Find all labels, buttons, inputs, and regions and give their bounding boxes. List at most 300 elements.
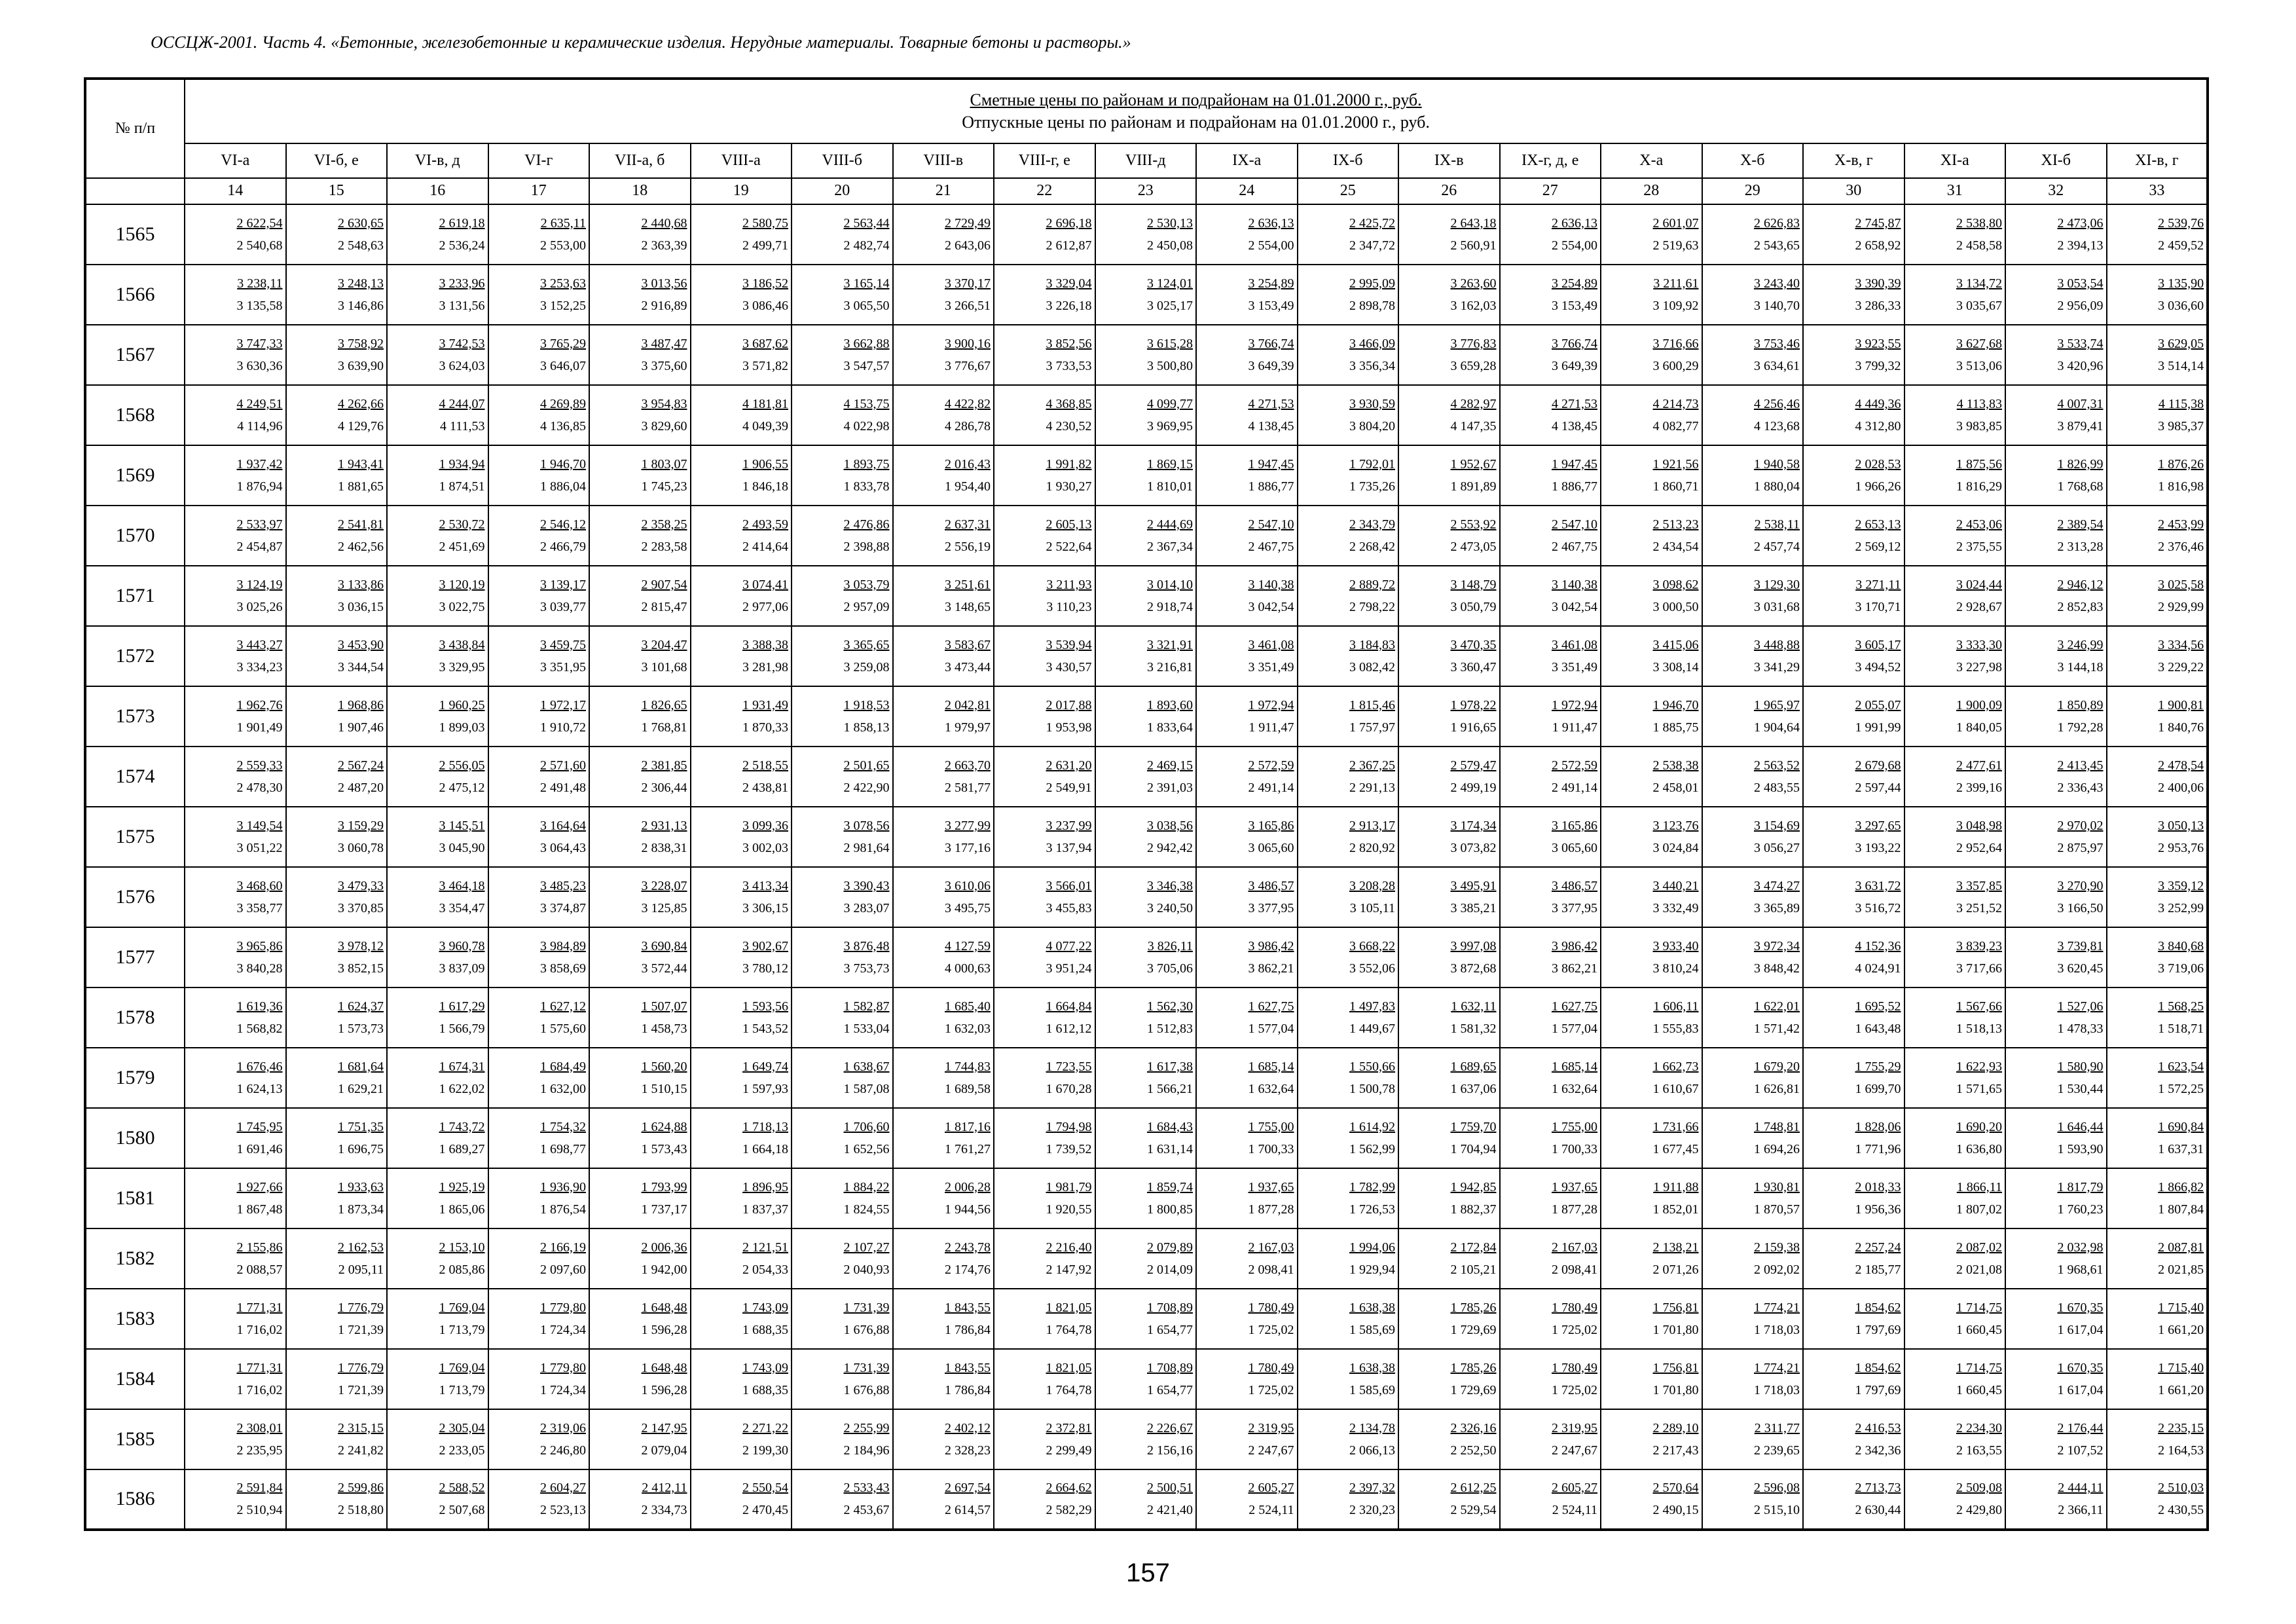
release-price: 2 398,88 xyxy=(843,539,890,554)
release-price: 2 347,72 xyxy=(1349,238,1395,253)
estimate-price: 2 172,84 xyxy=(1450,1240,1497,1255)
estimate-price: 1 859,74 xyxy=(1147,1179,1193,1194)
estimate-price: 3 852,56 xyxy=(1046,337,1092,352)
price-cell xyxy=(185,566,286,626)
estimate-price: 3 690,84 xyxy=(641,938,687,953)
release-price: 3 600,29 xyxy=(1652,359,1699,374)
release-price: 3 073,82 xyxy=(1450,840,1497,855)
price-cell xyxy=(1095,686,1197,747)
price-cell xyxy=(2005,1409,2107,1469)
release-price: 1 661,20 xyxy=(2158,1322,2204,1337)
price-cell xyxy=(691,506,792,566)
release-price: 1 543,52 xyxy=(742,1021,788,1036)
release-price: 4 114,96 xyxy=(237,419,283,434)
release-price: 1 597,93 xyxy=(742,1081,788,1096)
price-cell xyxy=(893,1409,994,1469)
price-cell xyxy=(1298,867,1399,927)
price-cell xyxy=(2107,747,2208,807)
estimate-price: 3 466,09 xyxy=(1349,337,1395,352)
estimate-price: 1 593,56 xyxy=(742,999,788,1014)
estimate-price: 3 254,89 xyxy=(1248,276,1294,291)
table-row xyxy=(85,1048,2208,1108)
price-cell xyxy=(1298,265,1399,325)
release-price: 1 676,88 xyxy=(843,1382,890,1397)
release-price: 2 491,14 xyxy=(1248,780,1294,795)
column-number: 20 xyxy=(792,178,893,204)
estimate-price: 2 556,05 xyxy=(439,758,485,773)
release-price: 1 877,28 xyxy=(1552,1202,1597,1217)
release-price: 2 320,23 xyxy=(1349,1503,1395,1518)
estimate-price: 2 696,18 xyxy=(1046,216,1092,231)
price-cell xyxy=(286,1108,388,1168)
estimate-price: 3 050,13 xyxy=(2158,818,2204,833)
price-cell xyxy=(589,1469,691,1530)
price-cell xyxy=(792,1349,893,1409)
price-cell xyxy=(1500,265,1601,325)
price-cell xyxy=(1196,1168,1298,1228)
estimate-price: 2 453,99 xyxy=(2158,517,2204,532)
estimate-price: 1 648,48 xyxy=(641,1300,687,1315)
release-price: 2 434,54 xyxy=(1652,539,1699,554)
price-cell xyxy=(994,867,1095,927)
price-cell xyxy=(2107,1349,2208,1409)
price-cell xyxy=(893,265,994,325)
row-number: 1578 xyxy=(85,987,185,1048)
estimate-price: 3 839,23 xyxy=(1956,938,2002,953)
price-cell xyxy=(488,1289,590,1349)
release-price: 1 726,53 xyxy=(1349,1202,1395,1217)
estimate-price: 3 024,44 xyxy=(1956,577,2002,592)
estimate-price: 3 365,65 xyxy=(843,637,890,652)
estimate-price: 2 570,64 xyxy=(1652,1481,1699,1496)
release-price: 1 585,69 xyxy=(1349,1322,1395,1337)
estimate-price: 4 249,51 xyxy=(236,397,283,411)
price-cell xyxy=(792,325,893,385)
estimate-price: 3 099,36 xyxy=(742,818,788,833)
estimate-price: 2 416,53 xyxy=(1855,1420,1901,1435)
release-price: 1 840,05 xyxy=(1956,720,2002,735)
estimate-price: 4 271,53 xyxy=(1552,397,1597,411)
price-cell xyxy=(488,506,590,566)
price-cell xyxy=(792,1409,893,1469)
row-number: 1581 xyxy=(85,1168,185,1228)
district-header: XI-б xyxy=(2005,143,2107,178)
release-price: 2 554,00 xyxy=(1248,238,1294,253)
price-cell xyxy=(1803,506,1904,566)
estimate-price: 2 216,40 xyxy=(1046,1240,1092,1255)
price-cell xyxy=(1095,807,1197,867)
column-number: 17 xyxy=(488,178,590,204)
estimate-price: 1 780,49 xyxy=(1552,1360,1597,1375)
release-price: 1 904,64 xyxy=(1754,720,1800,735)
price-cell xyxy=(2005,927,2107,987)
estimate-price: 2 745,87 xyxy=(1855,216,1901,231)
release-price: 1 617,04 xyxy=(2057,1382,2104,1397)
release-price: 2 491,14 xyxy=(1552,780,1597,795)
release-price: 2 438,81 xyxy=(742,780,788,795)
price-cell xyxy=(1398,265,1500,325)
estimate-price: 1 743,09 xyxy=(742,1300,788,1315)
estimate-price: 3 124,19 xyxy=(236,577,283,592)
estimate-price: 3 766,74 xyxy=(1552,337,1597,352)
estimate-price: 1 821,05 xyxy=(1046,1300,1092,1315)
estimate-price: 1 748,81 xyxy=(1754,1119,1800,1134)
estimate-price: 3 997,08 xyxy=(1450,938,1497,953)
release-price: 1 617,04 xyxy=(2057,1322,2104,1337)
price-cell xyxy=(185,385,286,445)
estimate-price: 2 153,10 xyxy=(439,1240,485,1255)
table-row xyxy=(85,506,2208,566)
row-number: 1572 xyxy=(85,626,185,686)
price-cell xyxy=(1095,265,1197,325)
price-cell xyxy=(1095,626,1197,686)
estimate-price: 1 695,52 xyxy=(1855,999,1901,1014)
estimate-price: 3 271,11 xyxy=(1855,577,1901,592)
release-price: 2 981,64 xyxy=(843,840,890,855)
estimate-price: 2 572,59 xyxy=(1248,758,1294,773)
estimate-price: 3 986,42 xyxy=(1552,938,1597,953)
price-cell xyxy=(1298,1168,1399,1228)
release-price: 3 344,54 xyxy=(338,659,384,674)
release-price: 2 462,56 xyxy=(338,539,384,554)
price-cell xyxy=(1298,204,1399,265)
release-price: 1 760,23 xyxy=(2057,1202,2104,1217)
price-cell xyxy=(1803,1469,1904,1530)
estimate-price: 2 571,60 xyxy=(540,758,586,773)
release-price: 3 354,47 xyxy=(439,900,485,915)
price-cell xyxy=(589,867,691,927)
price-cell xyxy=(1702,686,1804,747)
release-price: 2 147,92 xyxy=(1046,1262,1092,1277)
estimate-price: 1 817,16 xyxy=(945,1119,991,1134)
release-price: 3 148,65 xyxy=(945,599,991,614)
price-cell xyxy=(994,807,1095,867)
price-cell xyxy=(1398,445,1500,506)
release-price: 2 092,02 xyxy=(1754,1262,1800,1277)
row-number: 1575 xyxy=(85,807,185,867)
release-price: 2 491,48 xyxy=(540,780,586,795)
price-cell xyxy=(1196,1409,1298,1469)
price-cell xyxy=(1095,325,1197,385)
release-price: 2 391,03 xyxy=(1147,780,1193,795)
release-price: 1 757,97 xyxy=(1349,720,1395,735)
release-price: 3 042,54 xyxy=(1248,599,1294,614)
estimate-price: 3 228,07 xyxy=(641,878,687,893)
price-cell xyxy=(893,686,994,747)
price-cell xyxy=(185,747,286,807)
price-cell xyxy=(1298,807,1399,867)
price-cell xyxy=(2005,1108,2107,1168)
district-header: VII-а, б xyxy=(589,143,691,178)
estimate-price: 1 568,25 xyxy=(2158,999,2204,1014)
estimate-price: 3 038,56 xyxy=(1147,818,1193,833)
price-cell xyxy=(691,867,792,927)
estimate-price: 3 248,13 xyxy=(338,276,384,291)
price-cell xyxy=(589,385,691,445)
release-price: 2 529,54 xyxy=(1450,1503,1497,1518)
estimate-price: 4 152,36 xyxy=(1855,938,1901,953)
estimate-price: 3 140,38 xyxy=(1552,577,1597,592)
estimate-price: 2 501,65 xyxy=(843,758,890,773)
price-cell xyxy=(185,867,286,927)
estimate-price: 2 147,95 xyxy=(641,1420,687,1435)
estimate-price: 3 329,04 xyxy=(1046,276,1092,291)
estimate-price: 3 165,86 xyxy=(1248,818,1294,833)
estimate-price: 3 539,94 xyxy=(1046,637,1092,652)
estimate-price: 1 723,55 xyxy=(1046,1059,1092,1074)
release-price: 1 676,88 xyxy=(843,1322,890,1337)
price-cell xyxy=(1702,1469,1804,1530)
price-cell xyxy=(2005,506,2107,566)
estimate-price: 1 649,74 xyxy=(742,1059,788,1074)
release-price: 3 022,75 xyxy=(439,599,485,614)
release-price: 3 494,52 xyxy=(1855,659,1901,674)
release-price: 2 184,96 xyxy=(843,1443,890,1458)
price-cell xyxy=(1196,566,1298,626)
estimate-price: 2 605,27 xyxy=(1248,1481,1294,1496)
price-cell xyxy=(1803,1289,1904,1349)
release-price: 2 553,00 xyxy=(540,238,586,253)
release-price: 1 718,03 xyxy=(1754,1382,1800,1397)
price-cell xyxy=(1196,445,1298,506)
estimate-price: 3 615,28 xyxy=(1147,337,1193,352)
estimate-price: 3 464,18 xyxy=(439,878,485,893)
release-price: 3 308,14 xyxy=(1652,659,1699,674)
estimate-price: 2 630,65 xyxy=(338,216,384,231)
release-price: 1 626,81 xyxy=(1754,1081,1800,1096)
price-cell xyxy=(691,626,792,686)
price-cell xyxy=(1298,506,1399,566)
price-cell xyxy=(1702,325,1804,385)
estimate-price: 3 134,72 xyxy=(1956,276,2002,291)
release-price: 3 516,72 xyxy=(1855,900,1901,915)
price-cell xyxy=(589,1409,691,1469)
release-price: 3 513,06 xyxy=(1956,359,2002,374)
release-price: 3 840,28 xyxy=(236,961,283,976)
price-cell xyxy=(1196,867,1298,927)
price-cell xyxy=(488,204,590,265)
estimate-price: 3 443,27 xyxy=(236,637,283,652)
estimate-price: 2 636,13 xyxy=(1552,216,1597,231)
release-price: 2 815,47 xyxy=(641,599,687,614)
price-cell xyxy=(387,1409,488,1469)
release-price: 3 983,85 xyxy=(1956,419,2002,434)
release-price: 2 247,67 xyxy=(1552,1443,1597,1458)
estimate-price: 3 742,53 xyxy=(439,337,485,352)
release-price: 1 631,14 xyxy=(1147,1141,1193,1156)
price-table xyxy=(84,77,2209,1531)
release-price: 1 704,94 xyxy=(1450,1141,1497,1156)
release-price: 1 629,21 xyxy=(338,1081,384,1096)
estimate-price: 1 884,22 xyxy=(843,1179,890,1194)
price-cell xyxy=(792,867,893,927)
price-cell xyxy=(1298,1289,1399,1349)
release-price: 3 862,21 xyxy=(1552,961,1597,976)
price-cell xyxy=(994,626,1095,686)
estimate-price: 2 931,13 xyxy=(641,818,687,833)
release-price: 3 125,85 xyxy=(641,900,687,915)
price-cell xyxy=(792,566,893,626)
release-price: 1 764,78 xyxy=(1046,1382,1092,1397)
estimate-price: 3 468,60 xyxy=(236,878,283,893)
row-number: 1584 xyxy=(85,1349,185,1409)
release-price: 3 659,28 xyxy=(1450,359,1497,374)
column-number: 26 xyxy=(1398,178,1500,204)
estimate-price: 2 006,36 xyxy=(641,1240,687,1255)
release-price: 2 306,44 xyxy=(641,780,687,795)
release-price: 2 524,11 xyxy=(1552,1503,1597,1518)
price-cell xyxy=(2005,325,2107,385)
price-cell xyxy=(488,385,590,445)
estimate-price: 1 714,75 xyxy=(1956,1300,2002,1315)
release-price: 1 677,45 xyxy=(1652,1141,1699,1156)
price-cell xyxy=(589,1228,691,1289)
release-price: 1 729,69 xyxy=(1450,1322,1497,1337)
estimate-price: 1 776,79 xyxy=(338,1300,384,1315)
estimate-price: 3 390,39 xyxy=(1855,276,1901,291)
estimate-price: 1 972,94 xyxy=(1552,697,1597,712)
price-cell xyxy=(1398,1228,1500,1289)
release-price: 2 085,86 xyxy=(439,1262,485,1277)
price-cell xyxy=(1196,1349,1298,1409)
estimate-price: 2 567,24 xyxy=(338,758,384,773)
release-price: 3 045,90 xyxy=(439,840,485,855)
estimate-price: 3 165,14 xyxy=(843,276,890,291)
release-price: 2 953,76 xyxy=(2158,840,2204,855)
release-price: 1 739,52 xyxy=(1046,1141,1092,1156)
estimate-price: 1 937,42 xyxy=(236,456,283,471)
column-number: 31 xyxy=(1904,178,2006,204)
release-price: 2 929,99 xyxy=(2158,599,2204,614)
estimate-price: 1 940,58 xyxy=(1754,456,1800,471)
estimate-price: 2 679,68 xyxy=(1855,758,1901,773)
estimate-price: 2 596,08 xyxy=(1754,1481,1800,1496)
price-cell xyxy=(1500,686,1601,747)
release-price: 1 764,78 xyxy=(1046,1322,1092,1337)
price-cell xyxy=(185,1469,286,1530)
table-row xyxy=(85,867,2208,927)
estimate-price: 4 271,53 xyxy=(1248,397,1294,411)
price-cell xyxy=(2005,867,2107,927)
estimate-price: 1 624,88 xyxy=(641,1119,687,1134)
estimate-price: 1 968,86 xyxy=(338,697,384,712)
price-cell xyxy=(1398,506,1500,566)
estimate-price: 2 271,22 xyxy=(742,1420,788,1435)
price-cell xyxy=(1500,204,1601,265)
row-number: 1582 xyxy=(85,1228,185,1289)
column-number: 18 xyxy=(589,178,691,204)
price-cell xyxy=(1702,204,1804,265)
estimate-price: 2 477,61 xyxy=(1956,758,2002,773)
release-price: 2 021,85 xyxy=(2158,1262,2204,1277)
table-row xyxy=(85,445,2208,506)
price-cell xyxy=(286,325,388,385)
release-price: 1 786,84 xyxy=(945,1322,991,1337)
release-price: 2 658,92 xyxy=(1855,238,1901,253)
price-cell xyxy=(488,1108,590,1168)
release-price: 1 846,18 xyxy=(742,479,788,494)
estimate-price: 3 074,41 xyxy=(742,577,788,592)
price-cell xyxy=(1904,1168,2006,1228)
price-cell xyxy=(1095,1048,1197,1108)
release-price: 3 306,15 xyxy=(742,900,788,915)
table-row xyxy=(85,626,2208,686)
estimate-price: 2 518,55 xyxy=(742,758,788,773)
price-cell xyxy=(1601,445,1702,506)
estimate-price: 4 007,31 xyxy=(2057,397,2104,411)
estimate-price: 2 612,25 xyxy=(1450,1481,1497,1496)
table-row xyxy=(85,1349,2208,1409)
price-cell xyxy=(1702,1108,1804,1168)
price-cell xyxy=(1601,1469,1702,1530)
price-cell xyxy=(185,1289,286,1349)
price-cell xyxy=(1702,385,1804,445)
estimate-price: 3 098,62 xyxy=(1652,577,1699,592)
estimate-price: 1 911,88 xyxy=(1653,1179,1699,1194)
price-cell xyxy=(1298,1108,1399,1168)
estimate-price: 1 606,11 xyxy=(1653,999,1699,1014)
estimate-price: 1 623,54 xyxy=(2158,1059,2204,1074)
estimate-price: 1 850,89 xyxy=(2057,697,2104,712)
estimate-price: 1 622,93 xyxy=(1956,1059,2002,1074)
estimate-price: 1 785,26 xyxy=(1450,1300,1497,1315)
column-number: 23 xyxy=(1095,178,1197,204)
release-price: 1 852,01 xyxy=(1652,1202,1699,1217)
release-price: 1 478,33 xyxy=(2057,1021,2104,1036)
release-price: 2 548,63 xyxy=(338,238,384,253)
estimate-price: 4 422,82 xyxy=(945,397,991,411)
price-cell xyxy=(1500,1048,1601,1108)
price-cell xyxy=(387,747,488,807)
estimate-price: 3 346,38 xyxy=(1147,878,1193,893)
release-price: 1 833,78 xyxy=(843,479,890,494)
estimate-price: 2 605,13 xyxy=(1046,517,1092,532)
price-cell xyxy=(1803,1048,1904,1108)
estimate-price: 1 550,66 xyxy=(1349,1059,1395,1074)
release-price: 1 721,39 xyxy=(338,1382,384,1397)
release-price: 3 430,57 xyxy=(1046,659,1092,674)
release-price: 1 824,55 xyxy=(843,1202,890,1217)
release-price: 3 837,09 xyxy=(439,961,485,976)
release-price: 3 495,75 xyxy=(945,900,991,915)
release-price: 2 071,26 xyxy=(1652,1262,1699,1277)
estimate-price: 1 821,05 xyxy=(1046,1360,1092,1375)
release-price: 1 571,42 xyxy=(1754,1021,1800,1036)
estimate-price: 1 627,75 xyxy=(1552,999,1597,1014)
price-cell xyxy=(691,807,792,867)
estimate-price: 1 843,55 xyxy=(945,1300,991,1315)
release-price: 3 351,49 xyxy=(1552,659,1597,674)
estimate-price: 3 357,85 xyxy=(1956,878,2002,893)
price-cell xyxy=(1398,867,1500,927)
price-cell xyxy=(1298,747,1399,807)
release-price: 3 334,23 xyxy=(236,659,283,674)
estimate-price: 1 933,63 xyxy=(338,1179,384,1194)
release-price: 3 266,51 xyxy=(945,299,991,314)
estimate-price: 1 828,06 xyxy=(1855,1119,1901,1134)
estimate-price: 3 758,92 xyxy=(338,337,384,352)
price-cell xyxy=(1601,626,1702,686)
price-cell xyxy=(893,1349,994,1409)
release-price: 2 643,06 xyxy=(945,238,991,253)
price-cell xyxy=(1500,867,1601,927)
release-price: 2 942,42 xyxy=(1147,840,1193,855)
release-price: 3 252,99 xyxy=(2158,900,2204,915)
price-cell xyxy=(2005,747,2107,807)
price-cell xyxy=(1702,927,1804,987)
price-cell xyxy=(185,927,286,987)
release-price: 2 328,23 xyxy=(945,1443,991,1458)
